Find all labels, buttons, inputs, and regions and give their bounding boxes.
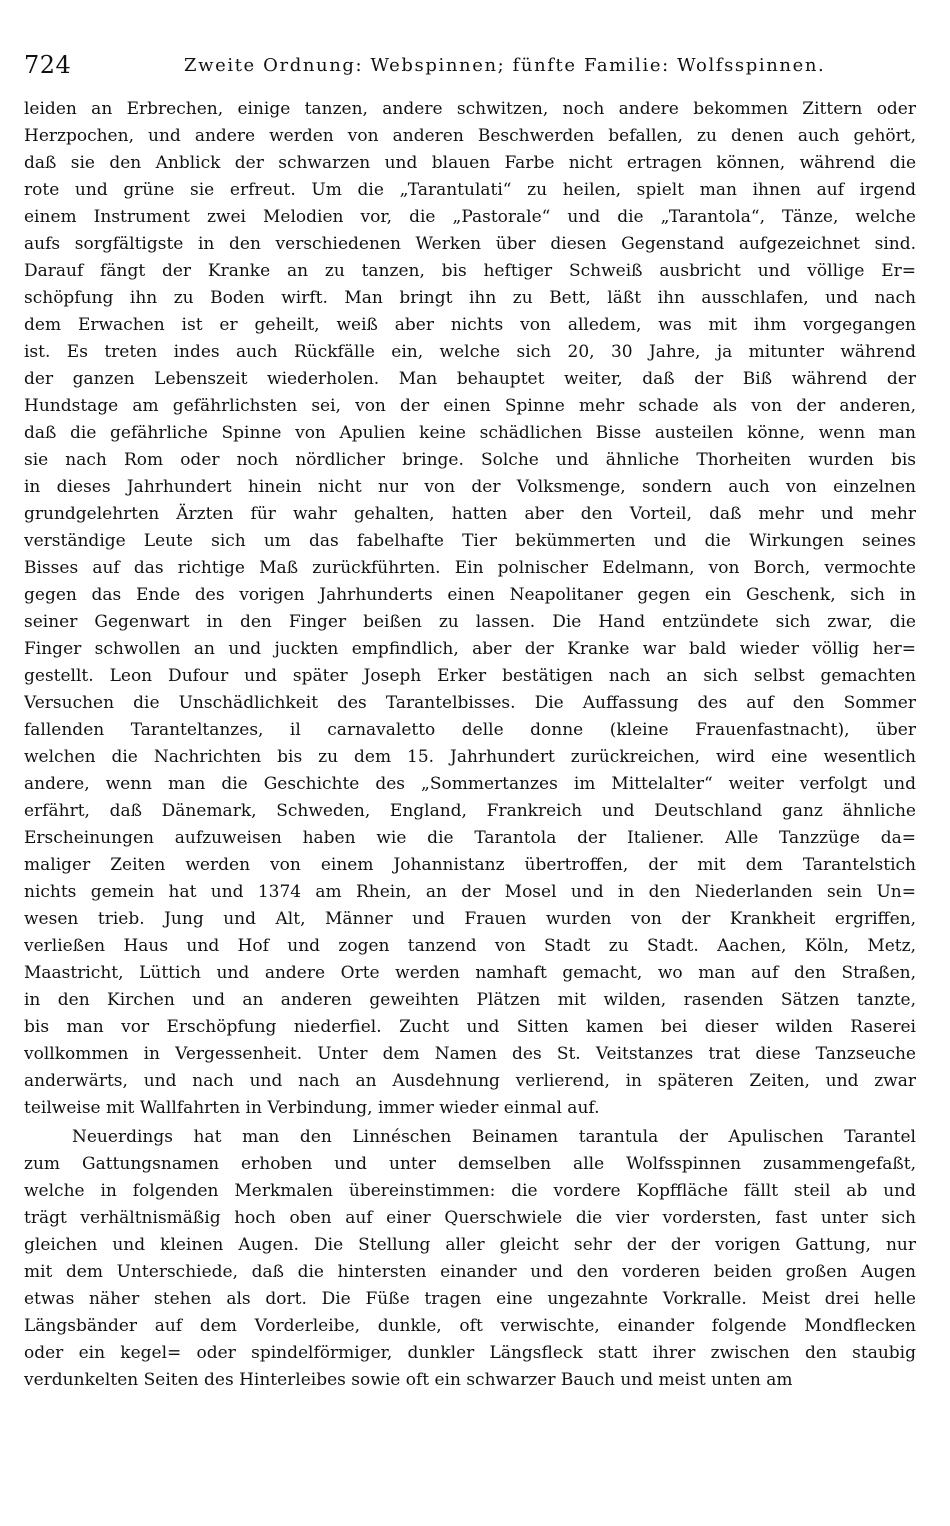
text-line: wesen trieb. Jung und Alt, Männer und Frauen wurden von der Krankheit ergriffen, — [24, 909, 916, 929]
text-line: etwas näher stehen als dort. Die Füße tragen eine ungezahnte Vorkralle. Meist drei helle — [24, 1289, 916, 1309]
text-line: trägt verhältnismäßig hoch oben auf einer Querschwiele die vier vordersten, fast unter sich — [24, 1208, 916, 1228]
text-line: Finger schwollen an und juckten empfindlich, aber der Kranke war bald wieder völlig her= — [24, 639, 916, 659]
text-line: gleichen und kleinen Augen. Die Stellung aller gleicht sehr der der vorigen Gattung, nur — [24, 1235, 916, 1255]
paragraph-tarantism — [24, 96, 916, 1122]
text-line: verständige Leute sich um das fabelhafte Tier bekümmerten und die Wirkungen seines — [24, 531, 916, 551]
text-line: Erscheinungen aufzuweisen haben wie die Tarantola der Italiener. Alle Tanzzüge da= — [24, 828, 916, 848]
text-line: Darauf fängt der Kranke an zu tanzen, bis heftiger Schweiß ausbricht und völlige Er= — [24, 261, 916, 281]
text-line: Herzpochen, und andere werden von anderen Beschwerden befallen, zu denen auch gehört, — [24, 126, 916, 146]
text-line: maliger Zeiten werden von einem Johannistanz übertroffen, der mit dem Tarantelstich — [24, 855, 916, 875]
text-line: einem Instrument zwei Melodien vor, die „Pastorale“ und die „Tarantola“, Tänze, welche — [24, 207, 916, 227]
text-line: der ganzen Lebenszeit wiederholen. Man behauptet weiter, daß der Biß während der — [24, 369, 916, 389]
body-text — [24, 96, 916, 1394]
text-line: seiner Gegenwart in den Finger beißen zu lassen. Die Hand entzündete sich zwar, die — [24, 612, 916, 632]
text-line: teilweise mit Wallfahrten in Verbindung, immer wieder einmal auf. — [24, 1098, 600, 1118]
text-line: erfährt, daß Dänemark, Schweden, England, Frankreich und Deutschland ganz ähnliche — [24, 801, 916, 821]
text-line: Längsbänder auf dem Vorderleibe, dunkle, oft verwischte, einander folgende Mondflecken — [24, 1316, 916, 1336]
text-line: Neuerdings hat man den Linnéschen Beinamen tarantula der Apulischen Tarantel — [72, 1127, 916, 1147]
text-line: Hundstage am gefährlichsten sei, von der einen Spinne mehr schade als von der anderen, — [24, 396, 916, 416]
text-line: rote und grüne sie erfreut. Um die „Tarantulati“ zu heilen, spielt man ihnen auf irgend — [24, 180, 916, 200]
page-header — [24, 50, 916, 80]
text-line: schöpfung ihn zu Boden wirft. Man bringt ihn zu Bett, läßt ihn ausschlafen, und nach — [24, 288, 916, 308]
text-line: nichts gemein hat und 1374 am Rhein, an der Mosel und in den Niederlanden sein Un= — [24, 882, 916, 902]
text-line: welche in folgenden Merkmalen übereinstimmen: die vordere Kopffläche fällt steil ab und — [24, 1181, 916, 1201]
text-line: daß sie den Anblick der schwarzen und blauen Farbe nicht ertragen können, während die — [24, 153, 916, 173]
text-line: dem Erwachen ist er geheilt, weiß aber nichts von alledem, was mit ihm vorgegangen — [24, 315, 916, 335]
text-line: aufs sorgfältigste in den verschiedenen Werken über diesen Gegenstand aufgezeichnet sind. — [24, 234, 916, 254]
text-line: leiden an Erbrechen, einige tanzen, andere schwitzen, noch andere bekommen Zittern oder — [24, 99, 916, 119]
text-line: verdunkelten Seiten des Hinterleibes sowie oft ein schwarzer Bauch und meist unten am — [24, 1370, 793, 1390]
text-line: Bisses auf das richtige Maß zurückführten. Ein polnischer Edelmann, von Borch, vermochte — [24, 558, 916, 578]
text-line: in dieses Jahrhundert hinein nicht nur von der Volksmenge, sondern auch von einzelnen — [24, 477, 916, 497]
text-line: daß die gefährliche Spinne von Apulien keine schädlichen Bisse austeilen könne, wenn man — [24, 423, 916, 443]
page-number: 724 — [24, 51, 72, 79]
paragraph-tarantula-genus — [24, 1124, 916, 1394]
text-line: Versuchen die Unschädlichkeit des Tarantelbisses. Die Auffassung des auf den Sommer — [24, 693, 916, 713]
text-line: vollkommen in Vergessenheit. Unter dem Namen des St. Veitstanzes trat diese Tanzseuche — [24, 1044, 916, 1064]
text-line: gegen das Ende des vorigen Jahrhunderts einen Neapolitaner gegen ein Geschenk, sich in — [24, 585, 916, 605]
text-line: grundgelehrten Ärzten für wahr gehalten, hatten aber den Vorteil, daß mehr und mehr — [24, 504, 916, 524]
text-line: ist. Es treten indes auch Rückfälle ein, welche sich 20, 30 Jahre, ja mitunter während — [24, 342, 916, 362]
text-line: oder ein kegel= oder spindelförmiger, dunkler Längsfleck statt ihrer zwischen den staubig — [24, 1343, 916, 1363]
text-line: welchen die Nachrichten bis zu dem 15. Jahrhundert zurückreichen, wird eine wesentlich — [24, 747, 916, 767]
running-head: Zweite Ordnung: Webspinnen; fünfte Familie: Wolfsspinnen. — [184, 55, 826, 76]
text-line: anderwärts, und nach und nach an Ausdehnung verlierend, in späteren Zeiten, und zwar — [24, 1071, 916, 1091]
text-line: Maastricht, Lüttich und andere Orte werden namhaft gemacht, wo man auf den Straßen, — [24, 963, 916, 983]
text-line: verließen Haus und Hof und zogen tanzend von Stadt zu Stadt. Aachen, Köln, Metz, — [24, 936, 916, 956]
text-line: gestellt. Leon Dufour und später Joseph Erker bestätigen nach an sich selbst gemachten — [24, 666, 916, 686]
text-line: zum Gattungsnamen erhoben und unter demselben alle Wolfsspinnen zusammengefaßt, — [24, 1154, 916, 1174]
text-line: andere, wenn man die Geschichte des „Sommertanzes im Mittelalter“ weiter verfolgt und — [24, 774, 916, 794]
text-line: bis man vor Erschöpfung niederfiel. Zucht und Sitten kamen bei dieser wilden Raserei — [24, 1017, 916, 1037]
text-line: in den Kirchen und an anderen geweihten Plätzen mit wilden, rasenden Sätzen tanzte, — [24, 990, 916, 1010]
text-line: sie nach Rom oder noch nördlicher bringe. Solche und ähnliche Thorheiten wurden bis — [24, 450, 916, 470]
text-line: mit dem Unterschiede, daß die hintersten einander und den vorderen beiden großen Augen — [24, 1262, 916, 1282]
text-line: fallenden Taranteltanzes, il carnavaletto delle donne (kleine Frauenfastnacht), über — [24, 720, 916, 740]
